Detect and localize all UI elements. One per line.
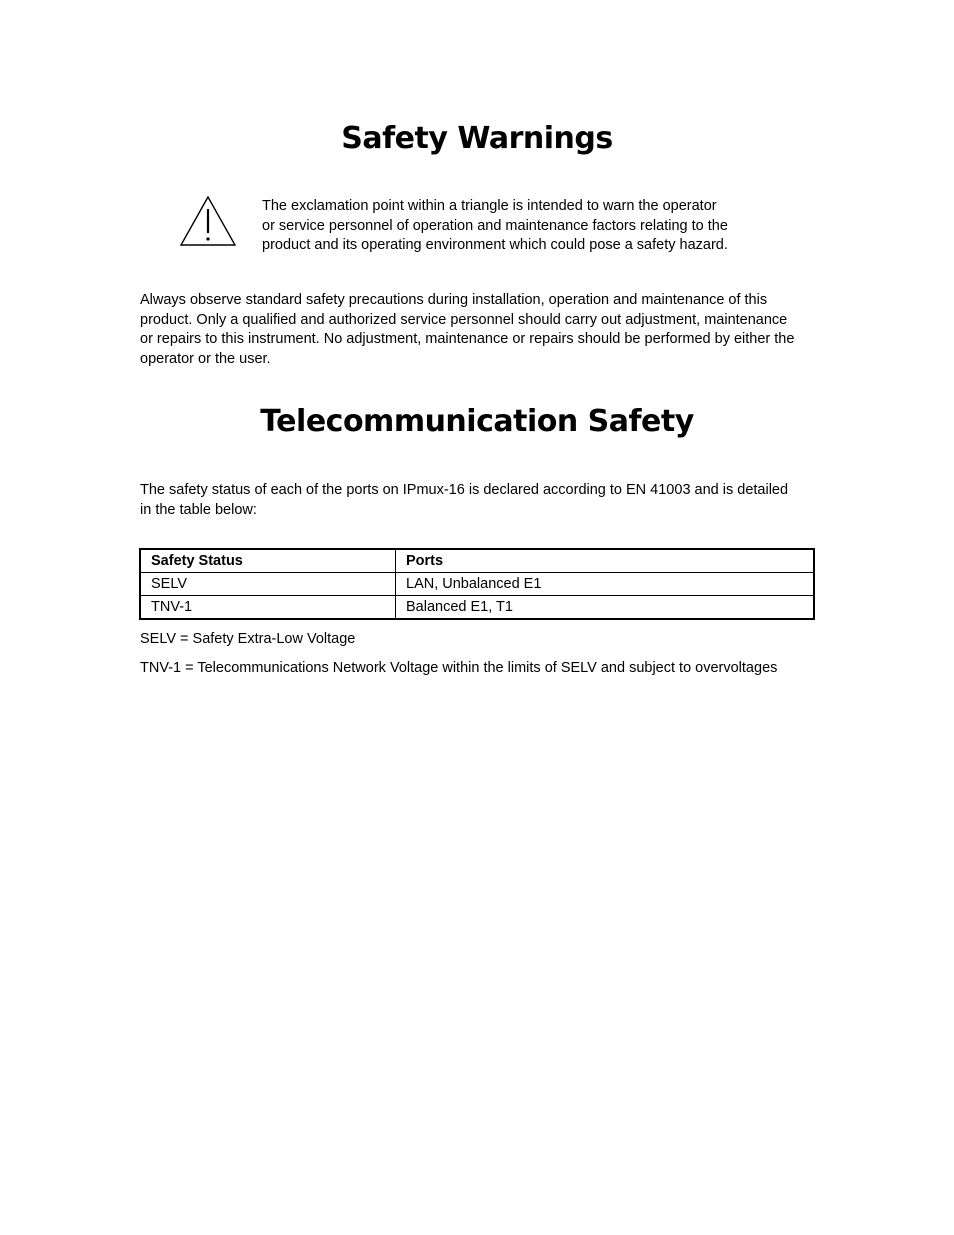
paragraph-line: The safety status of each of the ports on IPmux-16 is declared according to EN 41003 and is detailed: [140, 482, 789, 498]
cell-safety-status: SELV: [140, 573, 396, 596]
safety-status-table: [139, 548, 815, 620]
paragraph-line: product. Only a qualified and authorized service personnel should carry out adjustment, maintenance: [140, 311, 788, 328]
header-ports: Ports: [396, 549, 815, 573]
cell-ports: LAN, Unbalanced E1: [396, 573, 815, 596]
paragraph-line: in the table below:: [140, 501, 257, 518]
warning-icon-description: [262, 197, 762, 256]
paragraph-line: operator or the user.: [140, 350, 271, 367]
tnv-definition: TNV-1 = Telecommunications Network Voltage within the limits of SELV and subject to overvoltages: [140, 660, 778, 676]
cell-ports: Balanced E1, T1: [396, 596, 815, 620]
selv-definition: SELV = Safety Extra-Low Voltage: [140, 631, 356, 647]
table-row: [140, 596, 814, 620]
paragraph-line: or repairs to this instrument. No adjustment, maintenance or repairs should be performed by either the: [140, 331, 795, 347]
paragraph-line: Always observe standard safety precautions during installation, operation and maintenance of this: [140, 292, 768, 308]
table-row: [140, 573, 814, 596]
safety-status-intro: [140, 481, 820, 520]
warning-triangle-icon: [178, 195, 238, 247]
safety-precautions-paragraph: [140, 291, 820, 369]
safety-warnings-title: Safety Warnings: [341, 121, 613, 156]
warning-line: The exclamation point within a triangle is intended to warn the operator: [262, 198, 717, 214]
cell-safety-status: TNV-1: [140, 596, 396, 620]
table-header-row: [140, 549, 814, 573]
telecommunication-safety-title: Telecommunication Safety: [260, 404, 694, 439]
warning-line: or service personnel of operation and maintenance factors relating to the: [262, 217, 728, 234]
header-safety-status: Safety Status: [140, 549, 396, 573]
warning-line: product and its operating environment which could pose a safety hazard.: [262, 237, 728, 253]
